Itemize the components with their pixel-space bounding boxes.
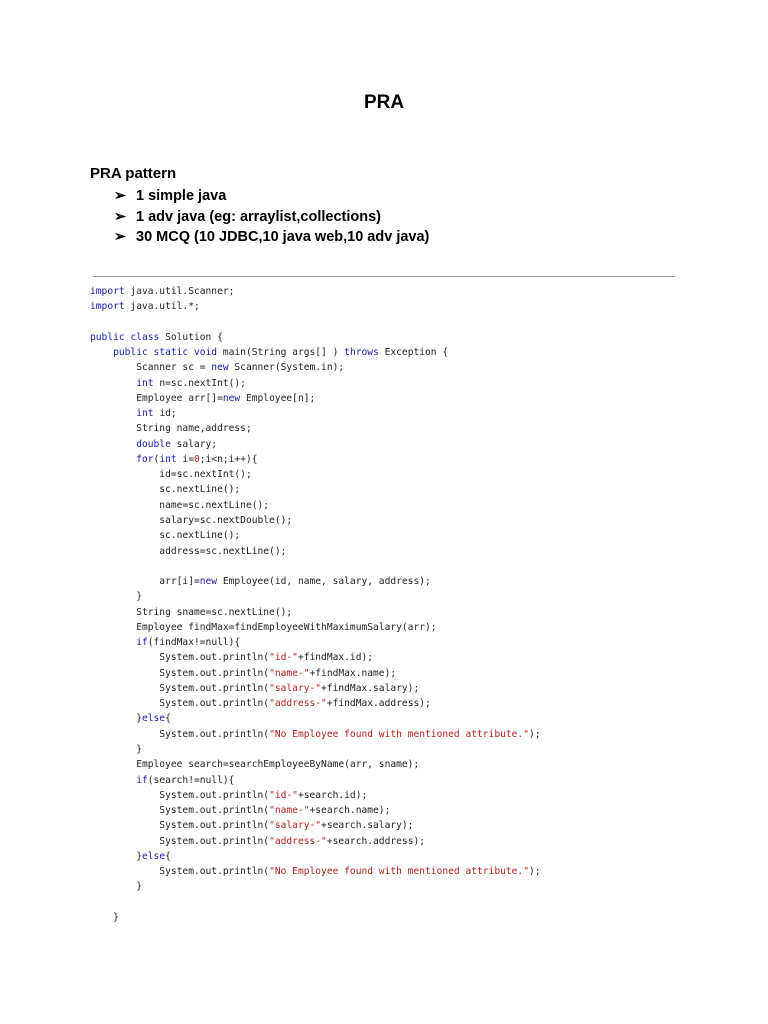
pattern-list <box>114 186 429 248</box>
code-line: import java.util.*; <box>90 301 200 313</box>
code-line: id=sc.nextInt(); <box>90 469 252 481</box>
code-line: if(search!=null){ <box>136 774 235 786</box>
code-line: arr[i]=new Employee(id, name, salary, address); <box>90 576 431 588</box>
code-line: String sname=sc.nextLine(); <box>90 606 293 618</box>
code-line: public class Solution { <box>90 331 223 343</box>
code-line: }else{ <box>90 713 171 725</box>
code-line <box>90 559 541 574</box>
code-line: double salary; <box>136 438 218 450</box>
pattern-heading: PRA pattern <box>90 165 177 182</box>
code-line: salary=sc.nextDouble(); <box>90 514 293 526</box>
code-line: int id; <box>136 408 177 420</box>
code-block <box>90 284 541 925</box>
pattern-list-item <box>114 207 429 228</box>
code-line: for(int i=0;i<n;i++){ <box>136 453 258 465</box>
arrow-bullet-icon: ➢ <box>114 188 127 204</box>
pattern-item-text: 30 MCQ (10 JDBC,10 java web,10 adv java) <box>136 229 430 245</box>
pattern-list-item <box>114 227 429 248</box>
code-line: Employee arr[]=new Employee[n]; <box>90 392 316 404</box>
code-line: System.out.println("salary-"+findMax.salary); <box>90 682 420 694</box>
code-line: sc.nextLine(); <box>90 484 241 496</box>
pattern-item-text: 1 adv java (eg: arraylist,collections) <box>136 208 381 225</box>
code-line: if(findMax!=null){ <box>136 637 241 649</box>
code-line: System.out.println("name-"+findMax.name); <box>90 667 397 679</box>
horizontal-divider <box>93 276 675 277</box>
arrow-bullet-icon: ➢ <box>114 208 127 225</box>
code-line: int n=sc.nextInt(); <box>136 377 246 389</box>
code-line: } <box>90 591 142 603</box>
code-line: address=sc.nextLine(); <box>90 545 287 557</box>
code-line: System.out.println("id-"+search.id); <box>90 789 368 801</box>
code-line: System.out.println("No Employee found with mentioned attribute."); <box>90 728 541 740</box>
code-line <box>90 315 541 330</box>
code-line: System.out.println("id-"+findMax.id); <box>90 652 374 664</box>
page-title: PRA <box>363 92 405 113</box>
code-line: System.out.println("address-"+search.address); <box>90 835 426 847</box>
code-line <box>90 895 541 910</box>
code-line: String name,address; <box>90 423 252 435</box>
code-line: } <box>90 881 142 893</box>
code-line: public static void main(String args[] ) throws Exception { <box>113 347 449 359</box>
code-line: } <box>90 911 119 923</box>
code-line: Scanner sc = new Scanner(System.in); <box>90 362 345 374</box>
code-line: } <box>90 743 142 755</box>
code-line: Employee findMax=findEmployeeWithMaximumSalary(arr); <box>90 621 437 633</box>
code-line: Employee search=searchEmployeeByName(arr, sname); <box>90 759 420 771</box>
code-line: System.out.println("name-"+search.name); <box>90 805 391 817</box>
arrow-bullet-icon: ➢ <box>114 229 127 245</box>
code-line: System.out.println("salary-"+search.salary); <box>90 820 414 832</box>
code-line: import java.util.Scanner; <box>90 286 235 297</box>
code-line: System.out.println("address-"+findMax.address); <box>90 698 431 710</box>
code-line: name=sc.nextLine(); <box>90 499 270 511</box>
pattern-item-text: 1 simple java <box>136 188 227 204</box>
code-line: sc.nextLine(); <box>90 530 241 542</box>
code-line: System.out.println("No Employee found with mentioned attribute."); <box>90 866 541 878</box>
code-line: }else{ <box>90 850 171 862</box>
pattern-list-item <box>114 186 429 207</box>
